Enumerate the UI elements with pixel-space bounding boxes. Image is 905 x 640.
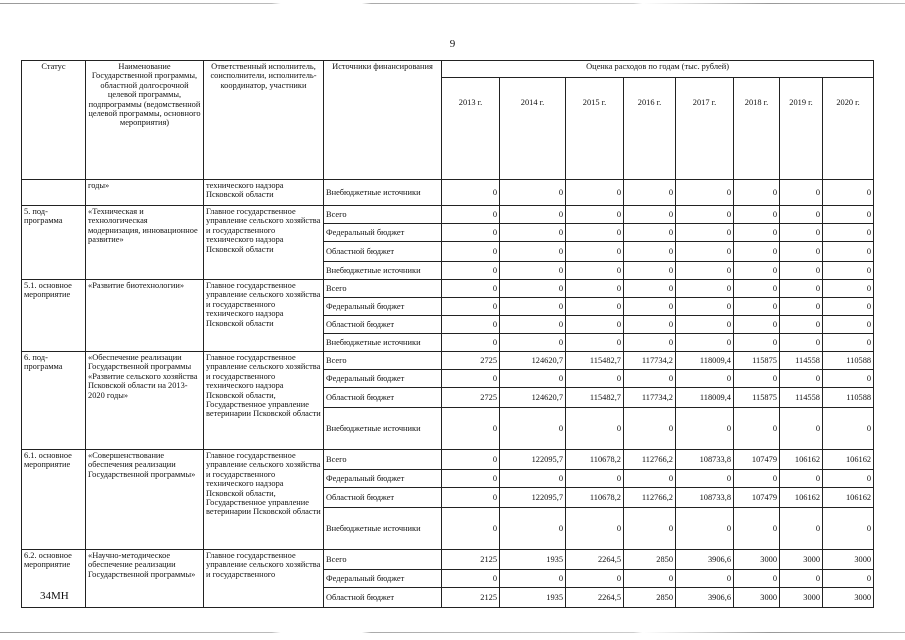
value-cell: 0 [780,242,823,262]
value-cell: 0 [734,262,780,280]
value-cell: 0 [823,408,874,450]
value-cell: 0 [780,298,823,316]
value-cell: 0 [823,570,874,588]
value-cell: 124620,7 [500,388,566,408]
source-cell: Областной бюджет [324,588,442,608]
status-cell: 6. под-программа [22,352,86,450]
value-cell: 117734,2 [624,352,676,370]
value-cell: 0 [780,570,823,588]
value-cell: 0 [624,408,676,450]
value-cell: 1935 [500,588,566,608]
value-cell: 0 [780,224,823,242]
value-cell: 0 [442,470,500,488]
value-cell: 0 [566,224,624,242]
value-cell: 2264,5 [566,550,624,570]
value-cell: 0 [734,316,780,334]
value-cell: 0 [780,206,823,224]
value-cell: 0 [823,242,874,262]
value-cell: 0 [566,242,624,262]
status-cell [22,180,86,206]
table-row [22,280,874,298]
header-year: 2014 г. [500,78,566,180]
source-cell: Внебюджетные источники [324,334,442,352]
value-cell: 0 [823,298,874,316]
value-cell: 0 [734,370,780,388]
source-cell: Областной бюджет [324,388,442,408]
name-cell: «Совершенствование обеспечения реализации Государственной программы» [86,450,204,550]
value-cell: 0 [823,280,874,298]
value-cell: 0 [734,334,780,352]
value-cell: 0 [500,470,566,488]
responsible-cell: Главное государственное управление сельского хозяйства и государственного технического надзора Псковской области [204,280,324,352]
header-year: 2013 г. [442,78,500,180]
value-cell: 0 [500,508,566,550]
responsible-cell: Главное государственное управление сельского хозяйства и государственного технического надзора Псковской области, Государственное управление ветеринарии Псковской области [204,352,324,450]
value-cell: 0 [500,570,566,588]
value-cell: 0 [624,206,676,224]
value-cell: 0 [676,408,734,450]
header-year: 2017 г. [676,78,734,180]
status-cell: 6.1. основное мероприятие [22,450,86,550]
value-cell: 0 [823,224,874,242]
value-cell: 0 [823,370,874,388]
value-cell: 0 [442,408,500,450]
value-cell: 2264,5 [566,588,624,608]
value-cell: 107479 [734,450,780,470]
value-cell: 0 [676,262,734,280]
value-cell: 2725 [442,388,500,408]
value-cell: 0 [566,334,624,352]
value-cell: 108733,8 [676,488,734,508]
value-cell: 0 [780,180,823,206]
value-cell: 0 [780,316,823,334]
header-year: 2018 г. [734,78,780,180]
value-cell: 0 [566,298,624,316]
value-cell: 115482,7 [566,352,624,370]
value-cell: 0 [500,224,566,242]
value-cell: 124620,7 [500,352,566,370]
value-cell: 0 [566,370,624,388]
value-cell: 0 [676,180,734,206]
header-year: 2019 г. [780,78,823,180]
responsible-cell: технического надзора Псковской области [204,180,324,206]
value-cell: 122095,7 [500,488,566,508]
value-cell: 0 [823,262,874,280]
value-cell: 0 [676,298,734,316]
source-cell: Федеральный бюджет [324,370,442,388]
source-cell: Областной бюджет [324,488,442,508]
value-cell: 0 [500,180,566,206]
header-name: Наименование Государственной программы, областной долгосрочной целевой программы, подпрограммы (ведомственной целевой программы, основного мероприятия) [86,61,204,180]
value-cell: 118009,4 [676,388,734,408]
value-cell: 0 [442,450,500,470]
value-cell: 0 [442,262,500,280]
source-cell: Федеральный бюджет [324,570,442,588]
source-cell: Внебюджетные источники [324,180,442,206]
value-cell: 0 [624,262,676,280]
name-cell: «Обеспечение реализации Государственной программы «Развитие сельского хозяйства Псковской области на 2013-2020 годы» [86,352,204,450]
value-cell: 0 [566,280,624,298]
value-cell: 0 [823,180,874,206]
table-row [22,180,874,206]
budget-table [21,60,874,608]
value-cell: 2725 [442,352,500,370]
header-estimate: Оценка расходов по годам (тыс. рублей) [442,61,874,78]
scan-edge-top [0,3,905,4]
value-cell: 0 [676,370,734,388]
page-number: 9 [449,38,456,50]
value-cell: 0 [823,470,874,488]
value-cell: 0 [780,508,823,550]
value-cell: 115875 [734,388,780,408]
value-cell: 110588 [823,388,874,408]
value-cell: 0 [442,242,500,262]
value-cell: 115875 [734,352,780,370]
value-cell: 2125 [442,550,500,570]
value-cell: 112766,2 [624,488,676,508]
value-cell: 0 [566,180,624,206]
value-cell: 0 [624,280,676,298]
value-cell: 3000 [780,550,823,570]
status-cell: 6.2. основное мероприятие [22,550,86,608]
source-cell: Федеральный бюджет [324,298,442,316]
value-cell: 0 [566,408,624,450]
source-cell: Областной бюджет [324,316,442,334]
value-cell: 0 [624,242,676,262]
table-row [22,206,874,224]
value-cell: 0 [442,488,500,508]
value-cell: 3906,6 [676,588,734,608]
table-row [22,352,874,370]
name-cell: годы» [86,180,204,206]
source-cell: Всего [324,450,442,470]
value-cell: 1935 [500,550,566,570]
value-cell: 3000 [734,550,780,570]
value-cell: 0 [734,508,780,550]
source-cell: Внебюджетные источники [324,408,442,450]
value-cell: 0 [676,508,734,550]
responsible-cell: Главное государственное управление сельского хозяйства и государственного технического надзора Псковской области [204,206,324,280]
value-cell: 106162 [823,488,874,508]
source-cell: Федеральный бюджет [324,470,442,488]
value-cell: 0 [780,408,823,450]
value-cell: 0 [734,180,780,206]
value-cell: 0 [676,224,734,242]
scan-edge-bottom [0,632,905,633]
value-cell: 0 [624,470,676,488]
value-cell: 0 [734,470,780,488]
table-row [22,450,874,470]
value-cell: 2125 [442,588,500,608]
value-cell: 0 [676,206,734,224]
responsible-cell: Главное государственное управление сельского хозяйства и государственного [204,550,324,608]
value-cell: 0 [442,508,500,550]
value-cell: 0 [734,280,780,298]
value-cell: 0 [780,370,823,388]
value-cell: 0 [780,262,823,280]
value-cell: 0 [734,298,780,316]
value-cell: 0 [566,316,624,334]
value-cell: 0 [442,334,500,352]
value-cell: 0 [624,224,676,242]
value-cell: 0 [676,334,734,352]
header-status: Статус [22,61,86,180]
value-cell: 114558 [780,352,823,370]
value-cell: 2850 [624,550,676,570]
status-cell: 5. под-программа [22,206,86,280]
value-cell: 0 [676,316,734,334]
source-cell: Федеральный бюджет [324,224,442,242]
value-cell: 0 [500,242,566,262]
value-cell: 3906,6 [676,550,734,570]
value-cell: 0 [566,206,624,224]
value-cell: 0 [734,242,780,262]
value-cell: 0 [500,262,566,280]
value-cell: 0 [500,298,566,316]
value-cell: 0 [780,280,823,298]
value-cell: 0 [734,224,780,242]
value-cell: 0 [566,570,624,588]
value-cell: 0 [823,206,874,224]
value-cell: 0 [734,206,780,224]
value-cell: 115482,7 [566,388,624,408]
value-cell: 0 [442,570,500,588]
value-cell: 0 [442,298,500,316]
value-cell: 107479 [734,488,780,508]
value-cell: 0 [624,508,676,550]
header-year: 2016 г. [624,78,676,180]
source-cell: Всего [324,550,442,570]
value-cell: 0 [500,316,566,334]
value-cell: 0 [566,262,624,280]
value-cell: 110588 [823,352,874,370]
value-cell: 0 [823,334,874,352]
value-cell: 0 [624,180,676,206]
value-cell: 2850 [624,588,676,608]
source-cell: Областной бюджет [324,242,442,262]
value-cell: 106162 [780,488,823,508]
value-cell: 0 [734,570,780,588]
value-cell: 0 [624,316,676,334]
value-cell: 0 [676,242,734,262]
header-responsible: Ответственный исполнитель, соисполнители, исполнитель-координатор, участники [204,61,324,180]
name-cell: «Научно-методическое обеспечение реализации Государственной программы» [86,550,204,608]
name-cell: «Техническая и технологическая модернизация, инновационное развитие» [86,206,204,280]
responsible-cell: Главное государственное управление сельского хозяйства и государственного технического надзора Псковской области, Государственное управление ветеринарии Псковской области [204,450,324,550]
header-sources: Источники финансирования [324,61,442,180]
header-year: 2015 г. [566,78,624,180]
value-cell: 112766,2 [624,450,676,470]
header-year: 2020 г. [823,78,874,180]
value-cell: 0 [500,280,566,298]
value-cell: 0 [624,298,676,316]
value-cell: 3000 [823,588,874,608]
source-cell: Внебюджетные источники [324,262,442,280]
value-cell: 0 [676,470,734,488]
value-cell: 122095,7 [500,450,566,470]
value-cell: 0 [442,224,500,242]
value-cell: 0 [624,334,676,352]
value-cell: 3000 [823,550,874,570]
value-cell: 106162 [780,450,823,470]
value-cell: 0 [500,206,566,224]
value-cell: 0 [500,408,566,450]
status-cell: 5.1. основное мероприятие [22,280,86,352]
value-cell: 0 [823,316,874,334]
source-cell: Всего [324,280,442,298]
value-cell: 110678,2 [566,450,624,470]
value-cell: 3000 [780,588,823,608]
value-cell: 3000 [734,588,780,608]
value-cell: 0 [442,370,500,388]
value-cell: 0 [734,408,780,450]
value-cell: 0 [442,206,500,224]
value-cell: 118009,4 [676,352,734,370]
value-cell: 0 [442,180,500,206]
value-cell: 0 [566,470,624,488]
value-cell: 114558 [780,388,823,408]
value-cell: 0 [500,334,566,352]
value-cell: 0 [442,280,500,298]
source-cell: Внебюджетные источники [324,508,442,550]
name-cell: «Развитие биотехнологии» [86,280,204,352]
value-cell: 0 [624,570,676,588]
source-cell: Всего [324,206,442,224]
value-cell: 0 [780,470,823,488]
value-cell: 0 [676,570,734,588]
document-code: 34МН [40,590,69,602]
value-cell: 0 [500,370,566,388]
value-cell: 0 [442,316,500,334]
value-cell: 0 [676,280,734,298]
value-cell: 108733,8 [676,450,734,470]
value-cell: 0 [624,370,676,388]
table-row [22,550,874,570]
value-cell: 0 [566,508,624,550]
source-cell: Всего [324,352,442,370]
value-cell: 110678,2 [566,488,624,508]
value-cell: 117734,2 [624,388,676,408]
value-cell: 106162 [823,450,874,470]
value-cell: 0 [780,334,823,352]
value-cell: 0 [823,508,874,550]
